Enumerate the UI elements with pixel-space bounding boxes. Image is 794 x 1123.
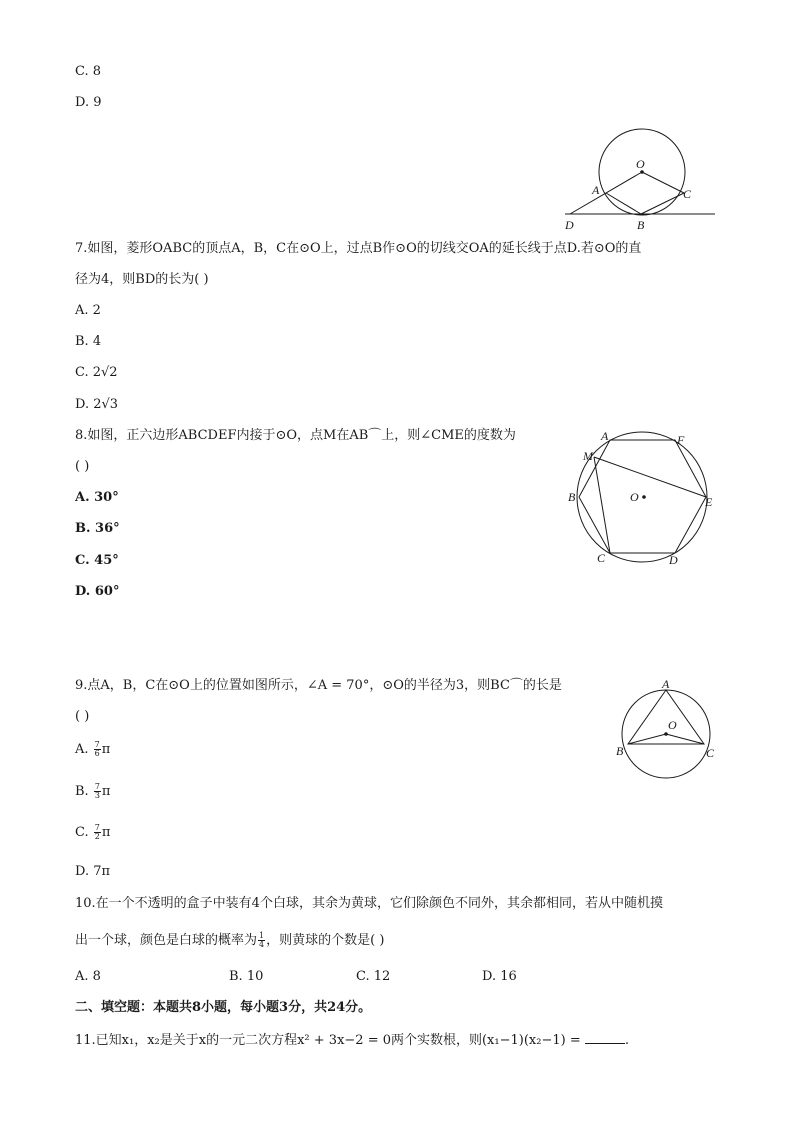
q10-probability-fraction xyxy=(258,932,265,949)
q8-label-f: F xyxy=(677,433,685,447)
q11-answer-blank[interactable] xyxy=(585,1031,625,1044)
q10-option-b: B. 10 xyxy=(229,969,264,984)
q9-option-b-numerator: 7 xyxy=(94,782,100,791)
q9-label-b: B xyxy=(616,744,624,758)
q9-option-c-denominator: 2 xyxy=(94,832,100,841)
q9-option-d: D. 7π xyxy=(75,864,111,879)
q8-option-a: A. 30° xyxy=(75,490,119,505)
q9-option-c-prefix: C. xyxy=(75,825,93,840)
q8-option-b: B. 36° xyxy=(75,521,120,536)
q10-stem-line1: 10.在一个不透明的盒子中装有4个白球，其余为黄球，它们除颜色不同外，其余都相同，若从中随机摸 xyxy=(75,896,663,911)
q9-option-a xyxy=(75,741,110,758)
q9-option-c xyxy=(75,824,110,841)
q9-option-c-fraction xyxy=(94,824,101,841)
q8-label-a: A xyxy=(601,429,609,443)
q9-figure xyxy=(610,675,720,780)
q8-label-e: E xyxy=(705,495,713,509)
q6-option-d: D. 9 xyxy=(75,95,102,110)
q6-option-c: C. 8 xyxy=(75,64,102,79)
q7-option-c: C. 2√2 xyxy=(75,365,118,380)
q8-stem-line1: 8.如图，正六边形ABCDEF内接于⊙O，点M在AB⌒上，则∠CME的度数为 xyxy=(75,428,516,443)
q9-option-c-pi: π xyxy=(101,825,111,840)
q9-option-a-pi: π xyxy=(101,742,111,757)
q9-option-b-fraction xyxy=(94,783,101,800)
q8-stem-line2: ( ) xyxy=(75,459,90,474)
q11-stem-end: . xyxy=(624,1033,629,1048)
q7-label-o: O xyxy=(636,157,645,171)
q9-option-c-numerator: 7 xyxy=(94,823,100,832)
q8-option-d: D. 60° xyxy=(75,584,120,599)
q8-label-m: M xyxy=(583,449,593,463)
q7-label-c: C xyxy=(683,187,692,201)
q8-label-o: O xyxy=(630,490,639,504)
q9-label-a: A xyxy=(662,677,670,691)
q9-option-a-prefix: A. xyxy=(75,742,93,757)
q9-stem-line1: 9.点A，B，C在⊙O上的位置如图所示，∠A = 70°，⊙O的半径为3，则BC⌒的长是 xyxy=(75,678,562,693)
q9-option-b xyxy=(75,783,110,800)
q10-stem-line2-pre: 出一个球，颜色是白球的概率为 xyxy=(75,933,258,948)
q10-option-c: C. 12 xyxy=(356,969,391,984)
q9-option-b-prefix: B. xyxy=(75,784,93,799)
q7-option-b: B. 4 xyxy=(75,334,102,349)
q7-label-a: A xyxy=(592,183,600,197)
q9-label-c: C xyxy=(706,746,715,760)
q9-option-a-numerator: 7 xyxy=(94,740,100,749)
q9-option-b-pi: π xyxy=(101,784,111,799)
q7-label-d: D xyxy=(565,218,574,232)
q8-label-b: B xyxy=(568,490,576,504)
q11-stem xyxy=(75,1031,629,1049)
q10-fraction-denominator: 4 xyxy=(259,940,265,949)
q10-stem-line2 xyxy=(75,932,384,949)
q8-figure xyxy=(560,425,720,570)
q8-label-c: C xyxy=(597,551,606,565)
q9-option-a-fraction xyxy=(94,741,101,758)
q11-stem-text: 11.已知x₁，x₂是关于x的一元二次方程x² + 3x−2 = 0两个实数根，则(x₁−1)(x₂−1) = xyxy=(75,1033,585,1048)
q9-option-a-denominator: 6 xyxy=(94,749,100,758)
q7-option-d: D. 2√3 xyxy=(75,397,119,412)
q8-label-d: D xyxy=(669,553,678,567)
q7-figure xyxy=(560,125,720,235)
q10-fraction-numerator: 1 xyxy=(259,931,265,940)
q7-label-b: B xyxy=(637,218,645,232)
q9-label-o: O xyxy=(668,718,677,732)
q7-option-a: A. 2 xyxy=(75,303,101,318)
q7-stem-line2: 径为4，则BD的长为( ) xyxy=(75,272,209,287)
q10-stem-line2-post: ，则黄球的个数是( ) xyxy=(266,933,385,948)
q10-option-d: D. 16 xyxy=(482,969,517,984)
q8-option-c: C. 45° xyxy=(75,553,119,568)
section-2-heading: 二、填空题：本题共8小题，每小题3分，共24分。 xyxy=(75,1000,372,1015)
q9-stem-line2: ( ) xyxy=(75,709,90,724)
q10-option-a: A. 8 xyxy=(75,969,101,984)
q7-stem-line1: 7.如图，菱形OABC的顶点A，B，C在⊙O上，过点B作⊙O的切线交OA的延长线于点D.若⊙O的直 xyxy=(75,241,642,256)
q9-option-b-denominator: 3 xyxy=(94,791,100,800)
